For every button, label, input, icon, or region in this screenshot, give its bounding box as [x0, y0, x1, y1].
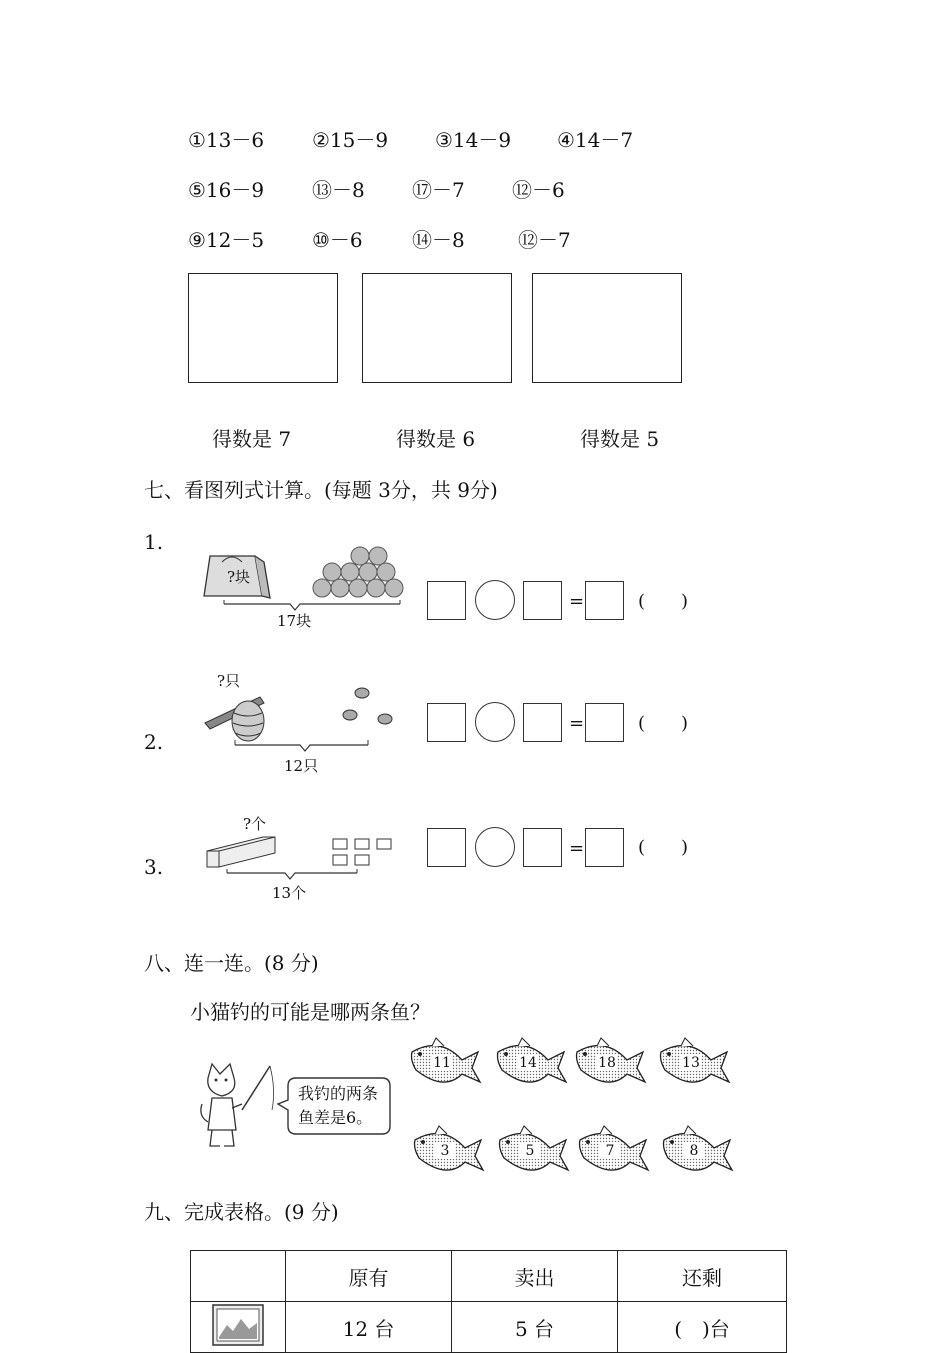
section-9-title: 九、完成表格。(9 分): [144, 1200, 339, 1224]
fish[interactable]: [659, 1040, 731, 1090]
expression: ②15－9: [312, 128, 389, 152]
table-header-cell: 原有: [286, 1251, 452, 1302]
table-row: [191, 1302, 787, 1353]
table-header-cell: 卖出: [452, 1251, 618, 1302]
table-header-cell: 还剩: [618, 1251, 787, 1302]
unknown-label: ?块: [227, 568, 251, 586]
fish-number: 5: [525, 1143, 535, 1159]
caption-result-7: 得数是 7: [212, 427, 292, 451]
answer-square[interactable]: [523, 828, 562, 867]
item-picture-cell: [191, 1302, 286, 1353]
result-square[interactable]: [585, 703, 624, 742]
fish-number: 13: [682, 1055, 700, 1071]
expression: ⑫－6: [512, 178, 565, 202]
problem-number: 3.: [144, 855, 164, 879]
fish[interactable]: [410, 1040, 482, 1090]
table-cell: 5 台: [452, 1302, 618, 1353]
section-8-question: 小猫钓的可能是哪两条鱼？: [190, 1000, 430, 1024]
problem-number: 1.: [144, 530, 164, 554]
expression: ④14－7: [557, 128, 634, 152]
expression: ③14－9: [435, 128, 512, 152]
fish-number: 18: [598, 1055, 616, 1071]
fish-number: 14: [519, 1055, 537, 1071]
fish-number: 8: [689, 1143, 699, 1159]
fish[interactable]: [498, 1128, 570, 1178]
unknown-label: ?只: [217, 672, 241, 690]
table-header-row: [191, 1251, 787, 1302]
answer-parentheses[interactable]: ( ): [638, 837, 689, 858]
answer-parentheses[interactable]: ( ): [638, 713, 689, 734]
table-header-cell: [191, 1251, 286, 1302]
equals-sign: =: [569, 838, 585, 859]
expression: ⑫－7: [518, 228, 571, 252]
cat-fishing-icon: [198, 1060, 278, 1155]
total-label: 17块: [277, 612, 312, 630]
fish[interactable]: [413, 1128, 485, 1178]
expression: ⑤16－9: [188, 178, 265, 202]
fish[interactable]: [578, 1128, 650, 1178]
beehive-illustration: [200, 685, 400, 765]
result-square[interactable]: [585, 828, 624, 867]
caption-result-6: 得数是 6: [396, 427, 476, 451]
inventory-table: [190, 1250, 787, 1353]
fish-number: 11: [433, 1055, 451, 1071]
expression: ⑭－8: [412, 228, 465, 252]
bubble-line-2: 鱼差是6。: [298, 1108, 373, 1127]
section-8-title: 八、连一连。(8 分): [144, 951, 319, 975]
section-7-title: 七、看图列式计算。(每题 3分，共 9分): [144, 478, 498, 502]
answer-square[interactable]: [427, 703, 466, 742]
tv-icon: [211, 1303, 265, 1347]
equals-sign: =: [569, 591, 585, 612]
operator-circle[interactable]: [475, 827, 515, 867]
total-label: 13个: [272, 884, 307, 902]
cup-box-illustration: [205, 835, 415, 895]
answer-box-7[interactable]: [188, 273, 338, 383]
operator-circle[interactable]: [475, 580, 515, 620]
expression: ⑬－8: [312, 178, 365, 202]
total-label: 12只: [284, 757, 319, 775]
fish[interactable]: [662, 1128, 734, 1178]
answer-square[interactable]: [427, 581, 466, 620]
table-cell[interactable]: ( )台: [618, 1302, 787, 1353]
problem-number: 2.: [144, 730, 164, 754]
fish[interactable]: [496, 1040, 568, 1090]
answer-parentheses[interactable]: ( ): [638, 591, 689, 612]
expression: ①13－6: [188, 128, 265, 152]
answer-box-6[interactable]: [362, 273, 512, 383]
fish-number: 3: [440, 1143, 450, 1159]
fish[interactable]: [575, 1040, 647, 1090]
fish-number: 7: [605, 1143, 615, 1159]
answer-box-5[interactable]: [532, 273, 682, 383]
expression: ⑨12－5: [188, 228, 265, 252]
unknown-label: ?个: [243, 815, 267, 833]
table-cell: 12 台: [286, 1302, 452, 1353]
operator-circle[interactable]: [475, 702, 515, 742]
answer-square[interactable]: [427, 828, 466, 867]
bubble-line-1: 我钓的两条: [298, 1084, 379, 1103]
caption-result-5: 得数是 5: [580, 427, 660, 451]
result-square[interactable]: [585, 581, 624, 620]
answer-square[interactable]: [523, 703, 562, 742]
expression: ⑰－7: [412, 178, 465, 202]
equals-sign: =: [569, 713, 585, 734]
answer-square[interactable]: [523, 581, 562, 620]
expression: ⑩－6: [312, 228, 363, 252]
